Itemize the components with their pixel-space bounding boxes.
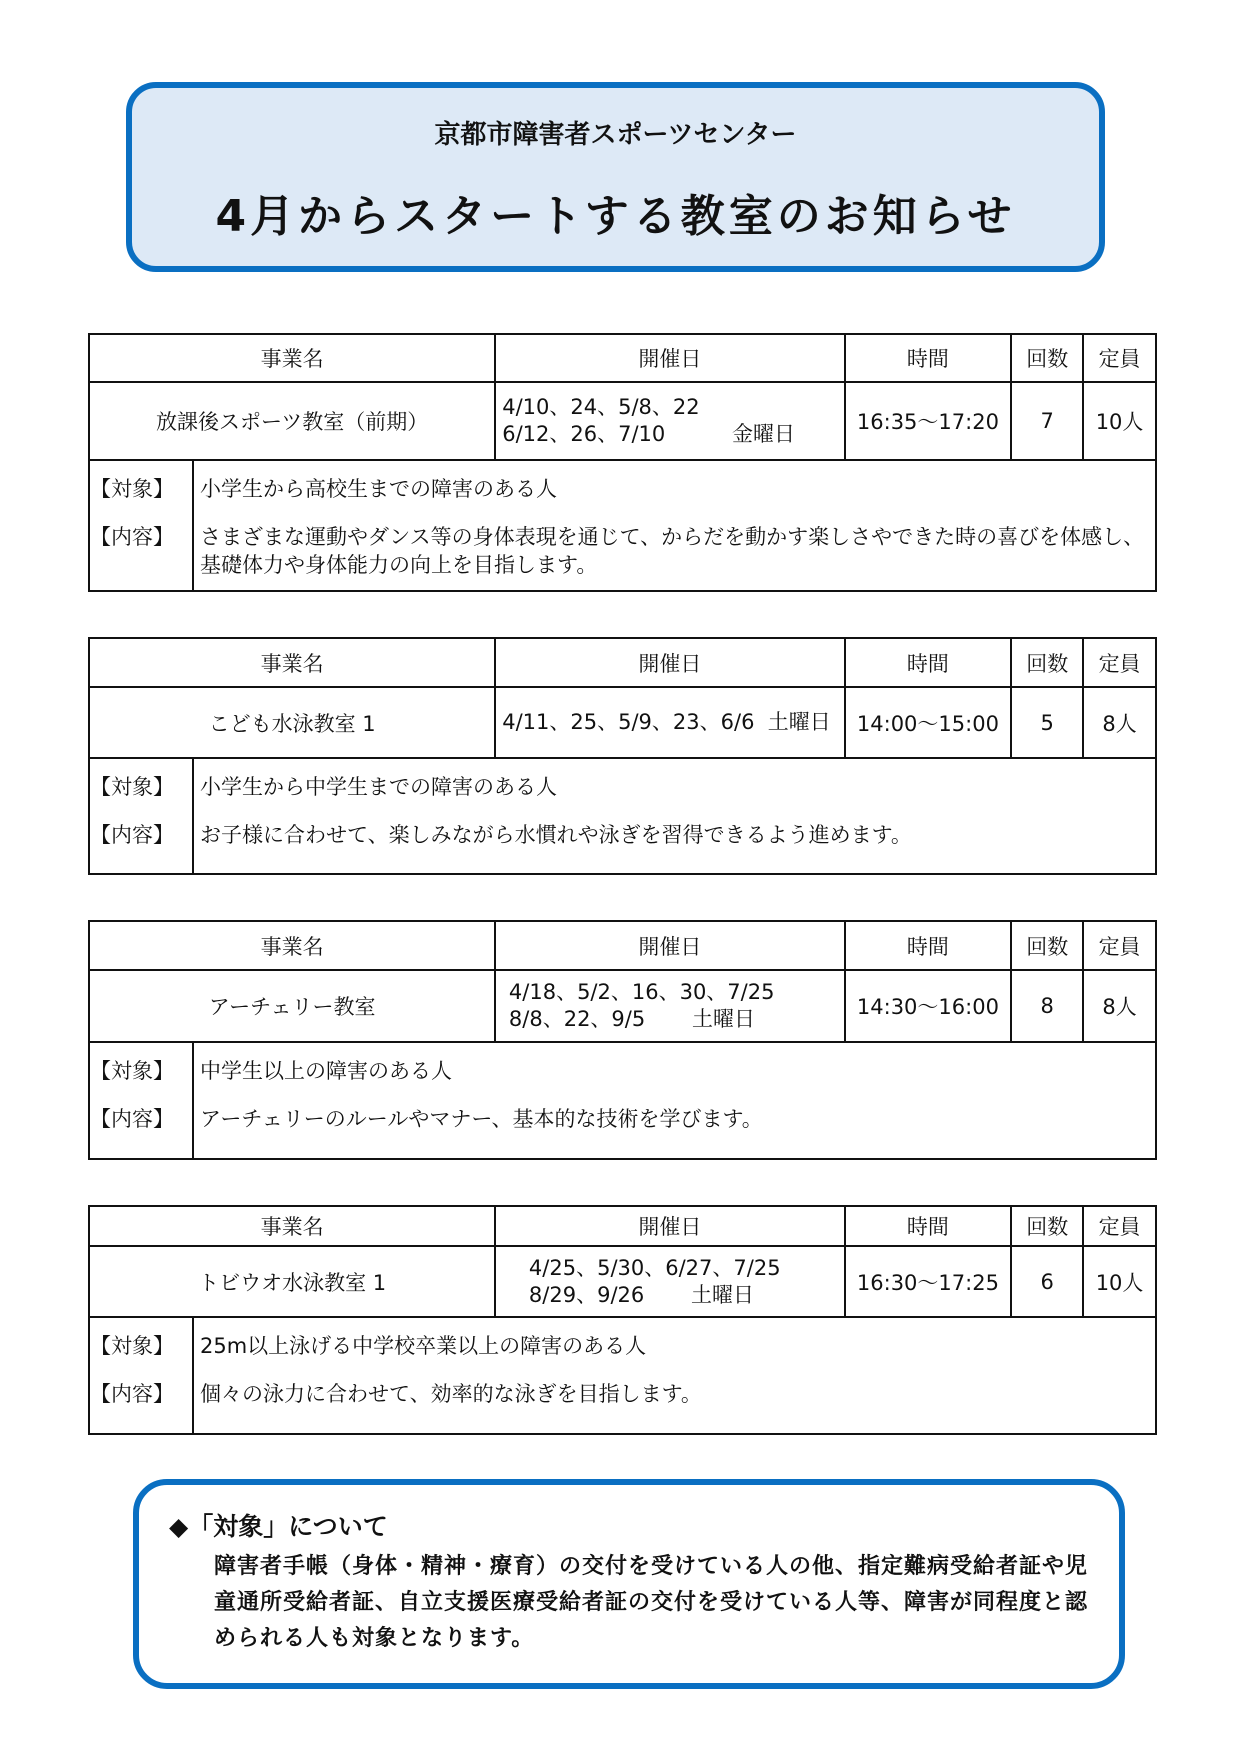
class-dates: 4/18、5/2、16、30、7/25 8/8、22、9/5 土曜日: [508, 980, 775, 1031]
note-heading: ◆「対象」について: [169, 1512, 388, 1541]
class-time: 16:35～17:20: [846, 383, 1013, 459]
header-capacity: 定員: [1098, 347, 1141, 371]
class-capacity: 10人: [1095, 410, 1144, 434]
header-capacity: 定員: [1098, 934, 1141, 959]
class-table: [88, 1205, 1157, 1435]
class-target: 中学生以上の障害のある人: [200, 1059, 452, 1083]
table-header-row: [90, 335, 1155, 383]
organization-name: 京都市障害者スポーツセンター: [434, 120, 797, 150]
class-info: [90, 759, 1155, 873]
title-banner: [126, 82, 1105, 272]
class-dates: 4/11、25、5/9、23、6/6 土曜日: [502, 710, 831, 734]
class-content: 個々の泳力に合わせて、効率的な泳ぎを目指します。: [200, 1382, 702, 1406]
target-label: 【対象】: [90, 477, 174, 501]
header-name: 事業名: [90, 639, 496, 686]
header-count: 回数: [1012, 639, 1084, 686]
header-dates: 開催日: [496, 1207, 845, 1245]
class-count: 5: [1012, 688, 1084, 757]
class-table: [88, 637, 1157, 875]
table-header-row: [90, 922, 1155, 971]
header-name: 事業名: [90, 922, 496, 969]
class-capacity: 8人: [1102, 711, 1137, 736]
class-time: 14:00～15:00: [846, 688, 1013, 757]
class-table: [88, 333, 1157, 592]
table-row: [90, 971, 1155, 1043]
header-time: 時間: [846, 1207, 1013, 1245]
table-row: [90, 383, 1155, 461]
class-content: お子様に合わせて、楽しみながら水慣れや泳ぎを習得できるよう進めます。: [200, 823, 912, 847]
class-name: アーチェリー教室: [90, 971, 496, 1041]
header-count: 回数: [1012, 922, 1084, 969]
target-label: 【対象】: [90, 775, 174, 799]
table-row: [90, 688, 1155, 759]
class-capacity: 8人: [1102, 995, 1137, 1019]
target-note: [133, 1479, 1125, 1689]
header-dates: 開催日: [496, 335, 845, 381]
class-time: 16:30～17:25: [846, 1247, 1013, 1316]
content-label: 【内容】: [90, 1382, 174, 1406]
class-time: 14:30～16:00: [846, 971, 1013, 1041]
header-count: 回数: [1012, 335, 1084, 381]
table-row: [90, 1247, 1155, 1318]
class-target: 小学生から中学生までの障害のある人: [200, 775, 557, 799]
class-count: 8: [1012, 971, 1084, 1041]
header-time: 時間: [846, 335, 1013, 381]
header-time: 時間: [846, 922, 1013, 969]
header-capacity: 定員: [1098, 651, 1141, 676]
class-dates: 4/10、24、5/8、22 6/12、26、7/10 金曜日: [502, 395, 796, 446]
note-body: 障害者手帳（身体・精神・療育）の交付を受けている人の他、指定難病受給者証や児童通所受給者証、自立支援医療受給者証の交付を受けている人等、障害が同程度と認められる人も対象となります。: [214, 1554, 1089, 1651]
diamond-icon: ◆: [169, 1512, 189, 1541]
header-name: 事業名: [90, 335, 496, 381]
header-name: 事業名: [90, 1207, 496, 1245]
table-header-row: [90, 1207, 1155, 1247]
content-label: 【内容】: [90, 1107, 174, 1131]
class-capacity: 10人: [1095, 1270, 1144, 1295]
content-label: 【内容】: [90, 823, 174, 847]
class-content: さまざまな運動やダンス等の身体表現を通じて、からだを動かす楽しさやできた時の喜びを体感し、基礎体力や身体能力の向上を目指します。: [200, 525, 1145, 577]
class-name: こども水泳教室 1: [90, 688, 496, 757]
target-label: 【対象】: [90, 1334, 174, 1358]
class-content: アーチェリーのルールやマナー、基本的な技術を学びます。: [200, 1107, 763, 1131]
header-dates: 開催日: [496, 639, 845, 686]
class-name: トビウオ水泳教室 1: [90, 1247, 496, 1316]
content-label: 【内容】: [90, 525, 174, 549]
class-info: [90, 1318, 1155, 1433]
page-title: 4月からスタートする教室のお知らせ: [215, 191, 1016, 242]
header-count: 回数: [1012, 1207, 1084, 1245]
class-name: 放課後スポーツ教室（前期）: [90, 383, 496, 459]
class-dates: 4/25、5/30、6/27、7/25 8/29、9/26 土曜日: [528, 1255, 781, 1307]
class-target: 25m以上泳げる中学校卒業以上の障害のある人: [200, 1334, 647, 1358]
class-info: [90, 1043, 1155, 1158]
class-table: [88, 920, 1157, 1160]
class-target: 小学生から高校生までの障害のある人: [200, 477, 557, 501]
class-count: 7: [1012, 383, 1084, 459]
table-header-row: [90, 639, 1155, 688]
header-capacity: 定員: [1098, 1215, 1141, 1239]
header-dates: 開催日: [496, 922, 845, 969]
header-time: 時間: [846, 639, 1013, 686]
class-count: 6: [1012, 1247, 1084, 1316]
target-label: 【対象】: [90, 1059, 174, 1083]
class-info: [90, 461, 1155, 590]
